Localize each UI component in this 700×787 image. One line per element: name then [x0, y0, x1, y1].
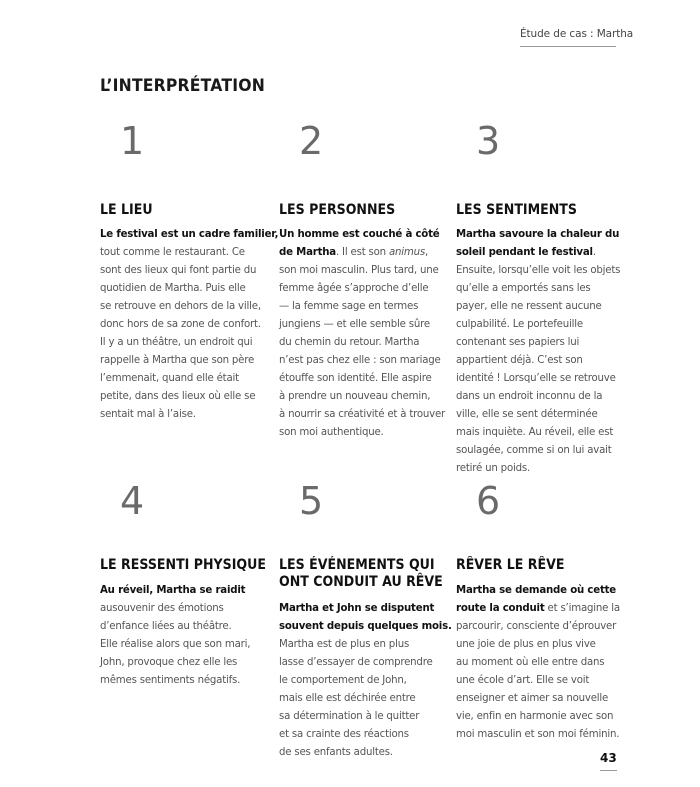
body-line: femme âgée s’approche d’elle [279, 283, 429, 294]
body-line: contenant ses papiers lui [456, 337, 580, 348]
body-line: donc hors de sa zone de confort. [100, 319, 261, 330]
body-line: identité ! Lorsqu’elle se retrouve [456, 373, 616, 384]
section-heading [279, 557, 443, 591]
body-line: étouffe son identité. Elle aspire [279, 373, 432, 384]
body-line: sont des lieux qui font partie du [100, 265, 257, 276]
section-lieu [100, 119, 279, 420]
body-line: quotidien de Martha. Puis elle [100, 283, 246, 294]
body-line: moi masculin et son moi féminin. [456, 729, 620, 740]
section-sentiments [456, 119, 626, 474]
section-number: 1 [120, 119, 145, 163]
body-line: mais inquiète. Au réveil, elle est [456, 427, 614, 438]
body-line: sentait mal à l’aise. [100, 409, 196, 420]
body-line: son moi masculin. Plus tard, une [279, 265, 439, 276]
section-number: 4 [120, 479, 145, 523]
body-text: , [425, 247, 429, 258]
body-line: d’enfance liées au théâtre. [100, 621, 232, 632]
section-heading: LE LIEU [100, 202, 153, 218]
lead-text: Martha savoure la chaleur du [456, 229, 620, 240]
body-line: mais elle est déchirée entre [279, 693, 416, 704]
body-line: culpabilité. Le portefeuille [456, 319, 583, 330]
body-line: John, provoque chez elle les [100, 657, 238, 668]
body-text: . Il est son [335, 247, 389, 258]
body-line: enseigner et aimer sa nouvelle [456, 693, 609, 704]
section-body [279, 600, 457, 762]
body-line: sa détermination à le quitter [279, 711, 420, 722]
section-personnes [279, 119, 449, 438]
body-line: Elle réalise alors que son mari, [100, 639, 251, 650]
section-number: 2 [299, 119, 324, 163]
body-line: rappelle à Martha que son père [100, 355, 255, 366]
section-heading: RÊVER LE RÊVE [456, 557, 565, 573]
lead-text: souvent depuis quelques mois. [279, 621, 452, 632]
lead-text: route la conduit [456, 603, 545, 614]
section-body [456, 226, 634, 478]
body-line: n’est pas chez elle : son mariage [279, 355, 441, 366]
body-line: Ensuite, lorsqu’elle voit les objets [456, 265, 621, 276]
body-line: ville, elle se sent déterminée [456, 409, 598, 420]
section-ressenti-physique [100, 479, 270, 686]
body-line: mêmes sentiments négatifs. [100, 675, 241, 686]
body-line: au moment où elle entre dans [456, 657, 605, 668]
lead-text: Martha et John se disputent [279, 603, 435, 614]
italic-term: animus [388, 247, 426, 258]
body-line: le comportement de John, [279, 675, 407, 686]
body-line: — la femme sage en termes [279, 301, 419, 312]
section-evenements [279, 479, 452, 758]
lead-text: Martha se demande où cette [456, 585, 616, 596]
heading-line: LES ÉVÉNEMENTS QUI [279, 557, 435, 573]
section-heading: LES PERSONNES [279, 202, 396, 218]
body-line: vie, enfin en harmonie avec son [456, 711, 614, 722]
section-number: 6 [476, 479, 501, 523]
lead-text: Au réveil, Martha se raidit [100, 585, 246, 596]
lead-text: Le festival est un cadre familier, [100, 229, 279, 240]
body-line: à prendre un nouveau chemin, [279, 391, 431, 402]
body-line: lasse d’essayer de comprendre [279, 657, 433, 668]
body-line: retiré un poids. [456, 463, 531, 474]
body-line: son moi authentique. [279, 427, 384, 438]
section-body [100, 226, 278, 424]
section-body [100, 582, 278, 690]
section-body [279, 226, 457, 442]
lead-text: de Martha [279, 247, 336, 258]
heading-line: ONT CONDUIT AU RÊVE [279, 574, 443, 590]
body-line: Il y a un théâtre, un endroit qui [100, 337, 253, 348]
body-line: tout comme le restaurant. Ce [100, 247, 245, 258]
body-line: jungiens — et elle semble sûre [279, 319, 430, 330]
body-line: parcourir, consciente d’éprouver [456, 621, 617, 632]
section-rever-le-reve [456, 479, 626, 740]
body-line: une joie de plus en plus vive [456, 639, 596, 650]
lead-text: soleil pendant le festival [456, 247, 593, 258]
body-line: à nourrir sa créativité et à trouver [279, 409, 446, 420]
body-line: et sa crainte des réactions [279, 729, 409, 740]
section-number: 3 [476, 119, 501, 163]
body-line: du chemin du retour. Martha [279, 337, 420, 348]
body-line: payer, elle ne ressent aucune [456, 301, 602, 312]
body-line: dans un endroit inconnu de la [456, 391, 603, 402]
running-header: Étude de cas : Martha [520, 28, 616, 47]
section-heading: LES SENTIMENTS [456, 202, 577, 218]
body-line: ausouvenir des émotions [100, 603, 224, 614]
body-line: Martha est de plus en plus [279, 639, 410, 650]
body-line: appartient déjà. C’est son [456, 355, 583, 366]
body-line: soulagée, comme si on lui avait [456, 445, 612, 456]
body-text: et s’imagine la [544, 603, 620, 614]
body-line: se retrouve en dehors de la ville, [100, 301, 261, 312]
body-line: qu’elle a emportés sans les [456, 283, 591, 294]
lead-text: Un homme est couché à côté [279, 229, 440, 240]
section-number: 5 [299, 479, 324, 523]
page-number: 43 [600, 751, 617, 771]
section-body [456, 582, 634, 744]
body-line: petite, dans des lieux où elle se [100, 391, 256, 402]
page-title: L’INTERPRÉTATION [100, 76, 265, 96]
body-line: l’emmenait, quand elle était [100, 373, 239, 384]
body-line: de ses enfants adultes. [279, 747, 393, 758]
body-text: . [592, 247, 596, 258]
body-line: une école d’art. Elle se voit [456, 675, 590, 686]
section-heading: LE RESSENTI PHYSIQUE [100, 557, 266, 573]
